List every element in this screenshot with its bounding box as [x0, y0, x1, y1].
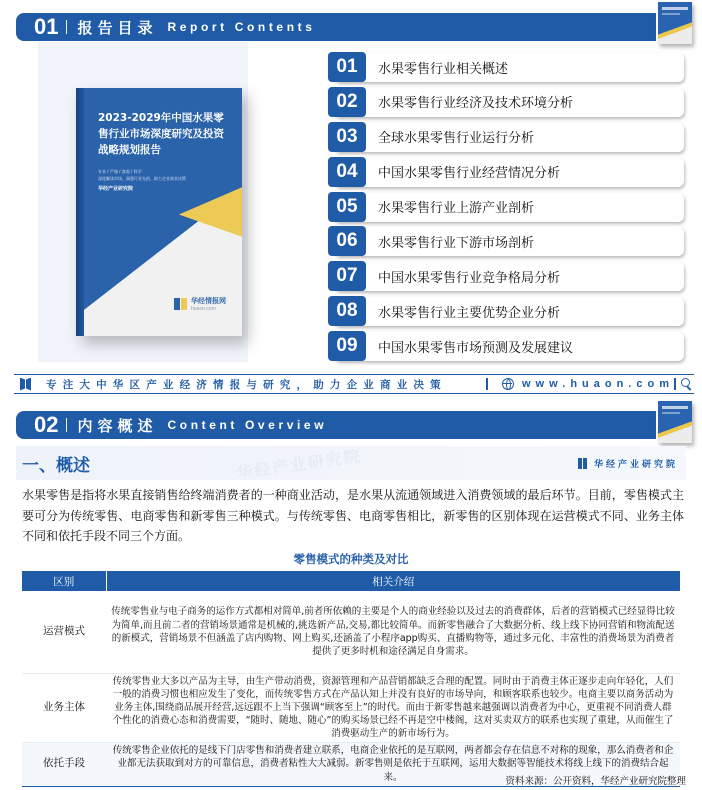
cover-logo: [174, 296, 226, 312]
divider: [66, 20, 67, 34]
table-of-contents: [328, 52, 684, 366]
overview-subheading-bar: [16, 446, 686, 483]
logo-en: huaon.com: [191, 306, 216, 312]
overview-paragraph: 水果零售是指将水果直接销售给终端消费者的一种商业活动，是水果从流通领域进入消费领域的最后环节。目前，零售模式主要可分为传统零售、电商零售和新零售三种模式。与传统零售、电商零售相比，新零售的区别体现在运营模式不同、业务主体不同和依托手段不同三个方面。: [22, 488, 684, 543]
comparison-table: [22, 571, 680, 787]
toc-item[interactable]: [328, 331, 684, 361]
section2-number: 02: [34, 412, 59, 437]
report-cover: [76, 88, 242, 336]
section1-title-en: Report Contents: [167, 20, 316, 34]
toc-label: 水果零售行业相关概述: [378, 61, 509, 77]
toc-number: 05: [328, 192, 366, 222]
column-header: 相关介绍: [106, 571, 680, 591]
section1-header-bar: [16, 13, 656, 41]
slogan-bar: [14, 374, 694, 394]
section1-number: 01: [34, 14, 59, 39]
huaon-logo-icon: [578, 458, 588, 469]
divider: [674, 378, 676, 390]
toc-item[interactable]: [328, 52, 684, 82]
row-key: 业务主体: [22, 673, 106, 742]
globe-icon: [502, 378, 514, 390]
column-header: 区别: [22, 571, 106, 591]
mini-book-icon: [658, 401, 692, 443]
table-header-row: [22, 571, 680, 591]
toc-number: 04: [328, 157, 366, 187]
huaon-logo-icon: [20, 378, 32, 391]
row-value: 传统零售企业依托的是线下门店零售和消费者建立联系，电商企业依托的是互联网，两者都会存在信息不对称的现象，那么消费者和企业都无法获取到对方的可靠信息，消费者粘性大大减弱。新零售则是依托于互联网，运用大数据等智能技术将线上线下的消费结合起来。: [106, 742, 680, 786]
table-title: 零售模式的种类及对比: [293, 552, 409, 566]
cover-tags: [98, 168, 186, 182]
search-icon[interactable]: [681, 378, 690, 387]
divider: [66, 418, 67, 432]
row-value: 传统零售业大多以产品为主导，由生产带动消费，资源管理和产品营销都缺乏合理的配置。同时由于消费主体正逐步走向年轻化，人们一般的消费习惯也相应发生了变化，而传统零售方式在产品认知上并没有良好的市场导向，和顾客联系也较少。电商主要以商务活动为业务主体,围绕商品展开经营,远远跟不上当下强调“顾客至上”的时代。而由于新零售越来越强调以消费者为中心，更重视不同消费人群个性化的消费心态和消费需要，“随时、随地、随心”的购买场景已经不再是空中楼阁，这对买卖双方的联系也实现了重建，从而催生了消费驱动生产的新市场行为。: [106, 673, 680, 742]
toc-label: 水果零售行业经济及技术环境分析: [378, 96, 574, 112]
brand-text: 华经产业研究院: [593, 459, 678, 470]
toc-number: 09: [328, 331, 366, 361]
toc-number: 02: [328, 87, 366, 117]
toc-label: 中国水果零售行业经营情况分析: [378, 166, 561, 182]
toc-item[interactable]: [328, 261, 684, 291]
logo-cn: 华经情报网: [191, 297, 226, 305]
table-row: [22, 591, 680, 673]
slogan-text: 专注大中华区产业经济情报与研究，助力企业商业决策: [46, 378, 447, 391]
toc-item[interactable]: [328, 296, 684, 326]
row-key: 运营模式: [22, 591, 106, 673]
huaon-logo-icon: [174, 297, 188, 311]
toc-number: 07: [328, 261, 366, 291]
cover-tagline: 深度解读市场、洞悉行业先机、助力企业商业决策: [98, 176, 186, 181]
toc-item[interactable]: [328, 157, 684, 187]
toc-label: 水果零售行业下游市场剖析: [378, 235, 535, 251]
toc-label: 水果零售行业主要优势企业分析: [378, 305, 561, 321]
section2-title: 内容概述: [77, 416, 158, 435]
toc-item[interactable]: [328, 226, 684, 256]
website-link[interactable]: www.huaon.com: [522, 378, 674, 390]
mini-book-icon: [658, 2, 692, 44]
watermark: 华经产业研究院: [235, 446, 363, 483]
table-row: [22, 673, 680, 742]
section2-header-bar: [16, 411, 656, 439]
section2-title-en: Content Overview: [167, 418, 328, 432]
cover-tags-text: 专业 / 严谨 / 客观 / 科学: [98, 169, 142, 174]
section1-title: 报告目录: [77, 18, 158, 37]
cover-org: 华经产业研究院: [98, 186, 134, 192]
toc-number: 03: [328, 122, 366, 152]
row-value: 传统零售业与电子商务的运作方式都相对简单,前者所依赖的主要是个人的商业经验以及过去的消费群体，后者的营销模式已经显得比较为简单,而且前二者的营销场景通常是机械的,挑选新产品,交易,都比较简单。而新零售融合了大数据分析、线上线下协同营销和物流配送的新模式，营销场景不但涵盖了店内购物、网上购买,还涵盖了小程序app购买、直播购物等，通过多元化、丰富性的消费场景为消费者提供了更多时机和途径满足自身需求。: [106, 591, 680, 673]
toc-number: 01: [328, 52, 366, 82]
row-key: 依托手段: [22, 742, 106, 786]
divider: [486, 378, 488, 390]
brand-label: [578, 457, 678, 470]
overview-heading: 一、概述: [22, 455, 90, 476]
toc-label: 中国水果零售市场预测及发展建议: [378, 340, 574, 356]
toc-item[interactable]: [328, 87, 684, 117]
toc-number: 06: [328, 226, 366, 256]
toc-item[interactable]: [328, 192, 684, 222]
data-source-note: 资料来源：公开资料，华经产业研究院整理: [505, 776, 686, 787]
toc-label: 中国水果零售行业竞争格局分析: [378, 270, 561, 286]
toc-number: 08: [328, 296, 366, 326]
cover-title: 2023-2029年中国水果零售行业市场深度研究及投资战略规划报告: [98, 112, 224, 156]
toc-label: 水果零售行业上游产业剖析: [378, 201, 535, 217]
toc-item[interactable]: [328, 122, 684, 152]
toc-label: 全球水果零售行业运行分析: [378, 131, 535, 147]
